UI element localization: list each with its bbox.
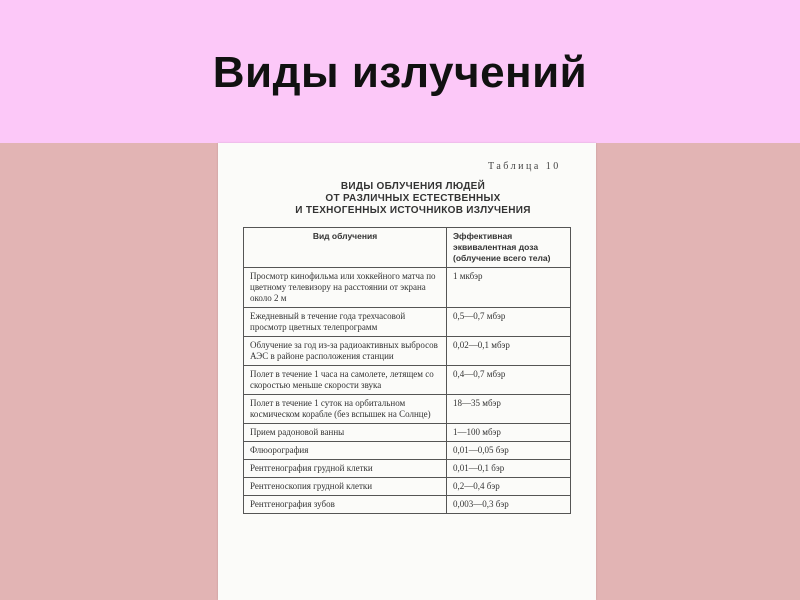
row-dose: 0,01—0,1 бэр [447,460,571,478]
row-dose: 18—35 мбэр [447,395,571,424]
header-type: Вид облучения [244,228,447,268]
row-type: Облучение за год из-за радиоактивных выбросов АЭС в районе расположения станции [244,337,447,366]
row-type: Прием радоновой ванны [244,424,447,442]
row-dose: 0,02—0,1 мбэр [447,337,571,366]
table-row [244,460,571,478]
table-row [244,395,571,424]
row-type: Ежедневный в течение года трехчасовой просмотр цветных телепрограмм [244,308,447,337]
row-dose: 1 мкбэр [447,268,571,308]
row-dose: 0,2—0,4 бэр [447,478,571,496]
table-row [244,496,571,514]
row-dose: 0,4—0,7 мбэр [447,366,571,395]
row-dose: 0,5—0,7 мбэр [447,308,571,337]
slide-title: Виды излучений [212,48,588,97]
row-type: Просмотр кинофильма или хоккейного матча по цветному телевизору на расстоянии от экрана около 2 м [244,268,447,308]
table-row [244,478,571,496]
row-type: Рентгеноскопия грудной клетки [244,478,447,496]
table-row [244,442,571,460]
title-banner [0,0,800,143]
caption-line: И ТЕХНОГЕННЫХ ИСТОЧНИКОВ ИЗЛУЧЕНИЯ [295,205,531,216]
row-type: Флюорография [244,442,447,460]
row-type: Полет в течение 1 суток на орбитальном космическом корабле (без вспышек на Солнце) [244,395,447,424]
table-row [244,308,571,337]
row-dose: 0,01—0,05 бэр [447,442,571,460]
table-number: Таблица 10 [488,161,561,172]
row-type: Рентгенография грудной клетки [244,460,447,478]
caption-line: ВИДЫ ОБЛУЧЕНИЯ ЛЮДЕЙ [340,181,486,192]
header-dose: Эффективная эквивалентная доза (облучение всего тела) [447,228,571,268]
row-type: Полет в течение 1 часа на самолете, летящем со скоростью меньше скорости звука [244,366,447,395]
table-row [244,268,571,308]
table-caption [253,181,573,217]
caption-line: ОТ РАЗЛИЧНЫХ ЕСТЕСТВЕННЫХ [325,193,501,204]
row-type: Рентгенография зубов [244,496,447,514]
table-row [244,337,571,366]
radiation-table [243,227,571,514]
row-dose: 1—100 мбэр [447,424,571,442]
scanned-document-page [218,143,596,600]
row-dose: 0,003—0,3 бэр [447,496,571,514]
table-row [244,424,571,442]
table-header-row [244,228,571,268]
table-row [244,366,571,395]
